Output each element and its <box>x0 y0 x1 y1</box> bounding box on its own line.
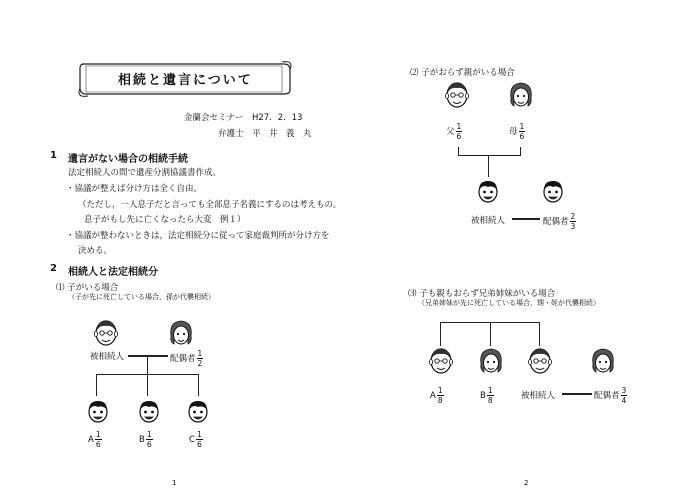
marriage-line-3 <box>562 393 592 395</box>
author-line: 弁護士 平 井 義 丸 <box>218 129 312 139</box>
page-number-2: 2 <box>524 479 529 487</box>
sibling-b-share: B $\frac{1}{8}$ <box>480 386 493 405</box>
sibling-b-face-icon <box>478 346 504 376</box>
sib-c-line <box>539 322 540 346</box>
child-c-share: C $\frac{1}{6}$ <box>189 430 202 449</box>
parents-stem <box>488 155 489 177</box>
page-title: 相続と遺言について <box>118 73 253 88</box>
decedent-2-label: 被相続人 <box>471 216 506 226</box>
decedent-2-face-icon <box>476 178 500 204</box>
child-b-face-icon <box>137 398 161 424</box>
marriage-line-2 <box>512 218 540 220</box>
decedent-3-label: 被相続人 <box>521 391 556 401</box>
sib-a-line <box>440 322 441 346</box>
section-1-bullet-2: ・協議が整わないときは，法定相続分に従って家庭裁判所が分け方を <box>66 231 330 241</box>
case-3-note: （兄弟姉妹が先に死亡している場合，甥・姪が代襲相続） <box>418 299 600 307</box>
section-2-number: 2 <box>50 263 57 274</box>
section-1-bullet-2-cont: 決める。 <box>78 246 113 256</box>
section-1-title: 遺言がない場合の相続手続 <box>68 154 188 165</box>
spouse-label: 配偶者 $\frac{1}{2}$ <box>170 349 203 368</box>
section-2-title: 相続人と法定相続分 <box>68 267 158 278</box>
section-1-number: 1 <box>50 150 57 161</box>
spouse-3-face-icon <box>590 346 616 376</box>
case-3-title: ⑶ 子も親もおらず兄弟姉妹がいる場合 <box>408 289 556 299</box>
mother-face-icon <box>508 80 534 110</box>
decedent-label: 被相続人 <box>90 352 125 362</box>
spouse-2-share: 配偶者 $\frac{2}{3}$ <box>543 212 576 231</box>
page-number-1: 1 <box>172 479 177 487</box>
child-a-line <box>96 374 97 396</box>
section-1-bullet-1-note-2: 息子がもし先に亡くなったら大変 例１） <box>84 215 246 225</box>
decedent-face-icon <box>93 318 119 348</box>
sibling-a-share: A $\frac{1}{8}$ <box>430 386 443 405</box>
sib-b-line <box>490 322 491 346</box>
case-2-title: ⑵ 子がおらず親がいる場合 <box>410 68 515 78</box>
sibling-a-face-icon <box>428 346 454 376</box>
decedent-3-face-icon <box>527 346 553 376</box>
case-1-note: （子が先に死亡している場合，孫が代襲相続） <box>68 293 215 301</box>
spouse-2-face-icon <box>541 178 565 204</box>
spouse-face-icon <box>168 318 194 348</box>
father-face-icon <box>444 80 470 110</box>
parents-bar <box>458 155 521 156</box>
child-c-line <box>198 374 199 396</box>
child-b-line <box>147 374 148 396</box>
mother-share: 母 $\frac{1}{6}$ <box>509 122 525 141</box>
case-1-title: ⑴ 子がいる場合 <box>56 283 119 293</box>
spouse-3-share: 配偶者 $\frac{3}{4}$ <box>594 386 627 405</box>
section-1-bullet-1-note: （ただし，一人息子だと言っても全部息子名義にするのは考えもの。 <box>78 200 342 210</box>
seminar-line: 金蘭会セミナー H27．2．13 <box>184 113 303 123</box>
child-b-share: B $\frac{1}{6}$ <box>139 430 152 449</box>
child-a-share: A $\frac{1}{6}$ <box>88 430 101 449</box>
section-1-bullet-1: ・協議が整えば分け方は全く自由。 <box>66 184 203 194</box>
father-share: 父 $\frac{1}{6}$ <box>446 122 462 141</box>
child-a-face-icon <box>86 398 110 424</box>
section-1-para: 法定相続人の間で遺産分割協議書作成。 <box>68 168 222 178</box>
child-c-face-icon <box>186 398 210 424</box>
family-stem <box>147 356 148 374</box>
marriage-line <box>128 355 168 357</box>
